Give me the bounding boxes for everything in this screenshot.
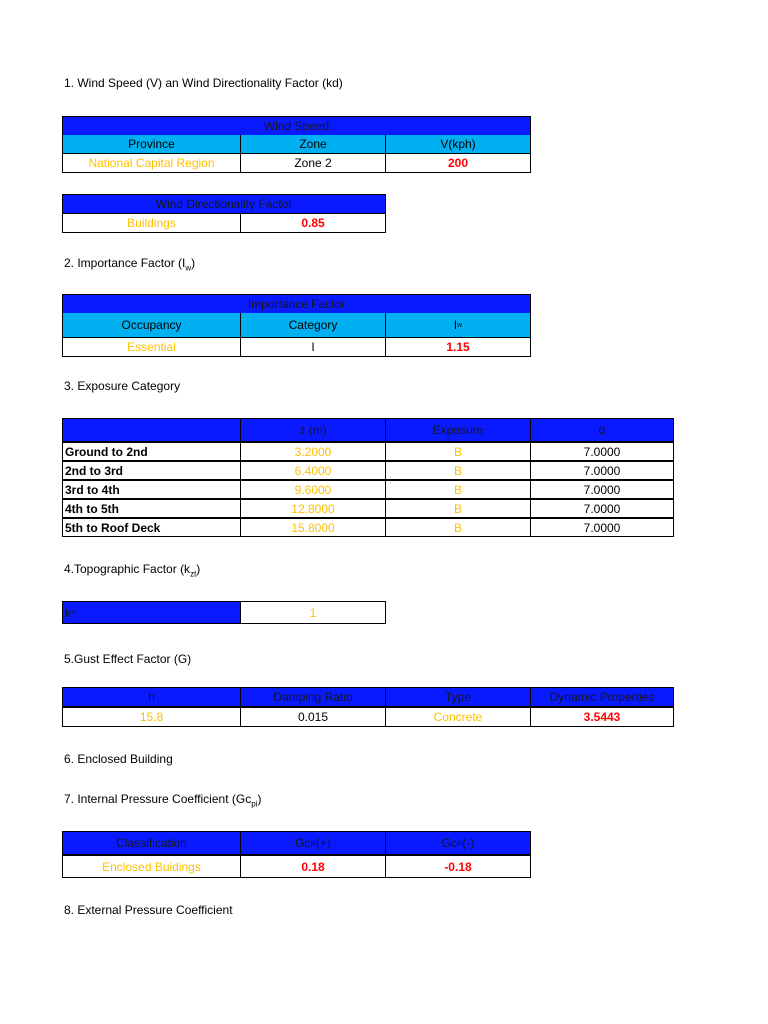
section-8-heading: 8. External Pressure Coefficient bbox=[64, 903, 233, 917]
section-2-close: ) bbox=[191, 256, 196, 270]
header-iw-sub: w bbox=[457, 321, 463, 329]
exposure-header-alpha: α bbox=[531, 418, 674, 442]
exposure-row-alpha: 7.0000 bbox=[531, 499, 674, 518]
kzt-label-text: k bbox=[65, 605, 71, 620]
section-6-heading: 6. Enclosed Building bbox=[64, 752, 173, 766]
section-4-heading bbox=[64, 562, 200, 578]
header-category: Category bbox=[241, 313, 386, 338]
section-7-heading bbox=[64, 792, 261, 808]
province-value: National Capital Region bbox=[62, 154, 241, 173]
gcpi-neg-text: Gc bbox=[441, 836, 457, 850]
gust-header-damping: Damping Ratio bbox=[241, 687, 386, 707]
exposure-row-exposure: B bbox=[386, 518, 531, 537]
kzt-value: 1 bbox=[241, 601, 386, 624]
internal-pressure-table bbox=[62, 831, 531, 878]
gust-h-value: 15.8 bbox=[62, 707, 241, 727]
section-4-text: 4.Topographic Factor (k bbox=[64, 562, 191, 576]
exposure-row-exposure: B bbox=[386, 442, 531, 461]
exposure-row-label: 2nd to 3rd bbox=[62, 461, 241, 480]
wind-speed-title: Wind Speed bbox=[62, 116, 531, 136]
gcpi-neg-sign: (-) bbox=[462, 836, 475, 850]
exposure-header-exposure: Exposure bbox=[386, 418, 531, 442]
gust-header-dynamic: Dynamic Properties bbox=[531, 687, 674, 707]
header-zone: Zone bbox=[241, 135, 386, 154]
header-province: Province bbox=[62, 135, 241, 154]
exposure-row-label: 3rd to 4th bbox=[62, 480, 241, 499]
wdf-value: 0.85 bbox=[241, 213, 386, 233]
internal-header-gcpi-pos bbox=[241, 831, 386, 855]
exposure-row-alpha: 7.0000 bbox=[531, 442, 674, 461]
section-2-sub: w bbox=[185, 263, 192, 273]
internal-gcpi-pos-value: 0.18 bbox=[241, 855, 386, 878]
header-occupancy: Occupancy bbox=[62, 313, 241, 338]
exposure-row-z: 6.4000 bbox=[241, 461, 386, 480]
gust-header-h: h bbox=[62, 687, 241, 707]
exposure-row-alpha: 7.0000 bbox=[531, 518, 674, 537]
exposure-row-z: 12.8000 bbox=[241, 499, 386, 518]
wdf-title: Wind Directionality Factor bbox=[62, 194, 386, 214]
header-iw bbox=[386, 313, 531, 338]
gust-damping-value: 0.015 bbox=[241, 707, 386, 727]
section-7-close: ) bbox=[257, 792, 262, 806]
header-v-kph: V(kph) bbox=[386, 135, 531, 154]
section-2-text: 2. Importance Factor (I bbox=[64, 256, 186, 270]
gcpi-neg-sub: pi bbox=[456, 839, 463, 847]
exposure-row-exposure: B bbox=[386, 480, 531, 499]
exposure-row-z: 9.6000 bbox=[241, 480, 386, 499]
exposure-row-label: 5th to Roof Deck bbox=[62, 518, 241, 537]
wind-speed-table bbox=[62, 135, 531, 173]
importance-table bbox=[62, 313, 531, 357]
v-kph-value: 200 bbox=[386, 154, 531, 173]
internal-header-classification: Classification bbox=[62, 831, 241, 855]
exposure-table bbox=[62, 418, 674, 537]
exposure-header-z: z (m) bbox=[241, 418, 386, 442]
section-7-sub: pi bbox=[251, 799, 258, 809]
section-1-heading: 1. Wind Speed (V) an Wind Directionality Factor (kd) bbox=[64, 76, 343, 90]
exposure-row-exposure: B bbox=[386, 461, 531, 480]
gust-type-value: Concrete bbox=[386, 707, 531, 727]
category-value: I bbox=[241, 338, 386, 357]
gcpi-pos-text: Gc bbox=[295, 836, 311, 850]
section-7-text: 7. Internal Pressure Coefficient (Gc bbox=[64, 792, 252, 806]
gust-header-type: Type bbox=[386, 687, 531, 707]
exposure-row-z: 15.8000 bbox=[241, 518, 386, 537]
gust-dynamic-value: 3.5443 bbox=[531, 707, 674, 727]
iw-value: 1.15 bbox=[386, 338, 531, 357]
section-4-close: ) bbox=[196, 562, 201, 576]
section-4-sub: zt bbox=[190, 569, 197, 579]
kzt-label bbox=[62, 601, 241, 624]
exposure-row-label: Ground to 2nd bbox=[62, 442, 241, 461]
section-3-heading: 3. Exposure Category bbox=[64, 379, 181, 393]
exposure-row-label: 4th to 5th bbox=[62, 499, 241, 518]
kzt-label-sub: zt bbox=[71, 609, 77, 616]
wdf-buildings: Buildings bbox=[62, 213, 241, 233]
gcpi-pos-sign: (+) bbox=[315, 836, 331, 850]
section-5-heading: 5.Gust Effect Factor (G) bbox=[64, 652, 192, 666]
internal-header-gcpi-neg bbox=[386, 831, 531, 855]
gcpi-pos-sub: pi bbox=[310, 839, 316, 847]
topographic-table bbox=[62, 601, 386, 624]
importance-title: Importance Factor bbox=[62, 294, 531, 314]
exposure-row-z: 3.2000 bbox=[241, 442, 386, 461]
header-iw-text: I bbox=[453, 318, 458, 332]
internal-gcpi-neg-value: -0.18 bbox=[386, 855, 531, 878]
occupancy-value: Essential bbox=[62, 338, 241, 357]
exposure-row-alpha: 7.0000 bbox=[531, 461, 674, 480]
exposure-row-alpha: 7.0000 bbox=[531, 480, 674, 499]
internal-classification-value: Enclosed Buidings bbox=[62, 855, 241, 878]
zone-value: Zone 2 bbox=[241, 154, 386, 173]
section-2-heading bbox=[64, 256, 195, 272]
exposure-header-blank bbox=[62, 418, 241, 442]
exposure-row-exposure: B bbox=[386, 499, 531, 518]
wdf-table bbox=[62, 213, 386, 233]
gust-table bbox=[62, 687, 674, 727]
